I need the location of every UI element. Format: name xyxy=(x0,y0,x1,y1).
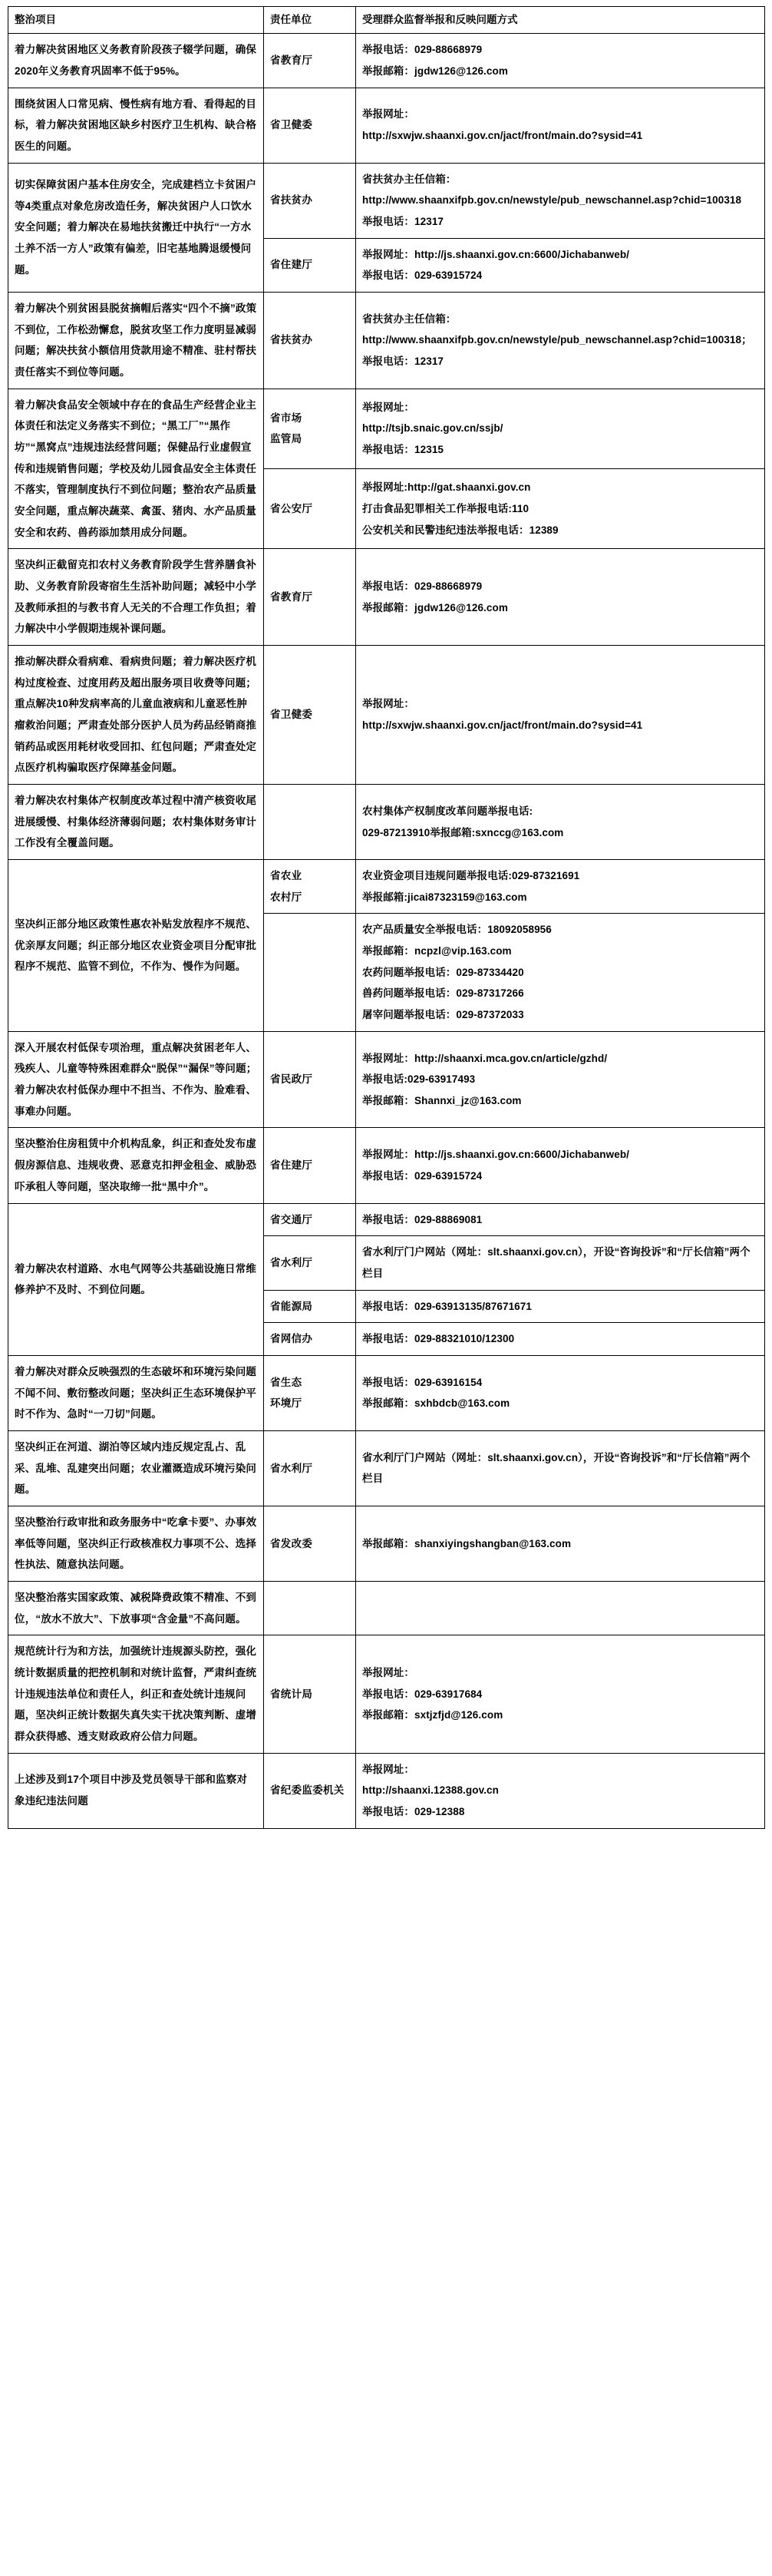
responsible-unit-cell xyxy=(264,469,356,549)
rectification-projects-table xyxy=(8,6,765,1829)
reporting-channel-cell xyxy=(356,1581,765,1635)
reporting-channel-cell xyxy=(356,1753,765,1828)
responsible-unit-cell xyxy=(264,1323,356,1356)
unit-line: 监管局 xyxy=(270,433,302,445)
contact-line: 举报网址：http://shaanxi.mca.gov.cn/article/gzhd/ xyxy=(362,1052,608,1064)
table-row xyxy=(8,646,765,785)
responsible-unit-cell xyxy=(264,1430,356,1506)
reporting-channel-cell xyxy=(356,1031,765,1128)
responsible-unit-cell xyxy=(264,163,356,238)
contact-line: 举报网址： xyxy=(362,1666,414,1678)
contact-line: 举报网址：http://js.shaanxi.gov.cn:6600/Jichabanweb/ xyxy=(362,1149,630,1161)
table-row xyxy=(8,1031,765,1128)
table-row xyxy=(8,292,765,389)
responsible-unit-cell xyxy=(264,1635,356,1753)
table-row xyxy=(8,389,765,468)
responsible-unit-cell xyxy=(264,1236,356,1290)
contact-line: 举报电话：029-63915724 xyxy=(362,1169,483,1182)
contact-line: 农村集体产权制度改革问题举报电话: xyxy=(362,805,533,817)
contact-line: 举报网址： xyxy=(362,401,414,413)
contact-line: 举报邮箱：jgdw126@126.com xyxy=(362,601,508,613)
responsible-unit-cell xyxy=(264,860,356,914)
responsible-unit-cell xyxy=(264,238,356,292)
reporting-channel-cell xyxy=(356,549,765,646)
table-row xyxy=(8,549,765,646)
reporting-channel-cell xyxy=(356,1128,765,1203)
contact-line: http://www.shaanxifpb.gov.cn/newstyle/pub_newschannel.asp?chid=100318； xyxy=(362,334,752,346)
reporting-channel-cell xyxy=(356,163,765,238)
contact-line: 举报电话：029-88668979 xyxy=(362,580,483,593)
contact-line: 省扶贫办主任信箱： xyxy=(362,312,457,325)
reporting-channel-cell xyxy=(356,292,765,389)
contact-line: 举报网址:http://gat.shaanxi.gov.cn xyxy=(362,481,531,494)
contact-line: 举报网址： xyxy=(362,698,414,710)
table-row xyxy=(8,1355,765,1430)
table-row xyxy=(8,34,765,88)
project-item-cell: 切实保障贫困户基本住房安全，完成建档立卡贫困户等4类重点对象危房改造任务，解决贫困户人口饮水安全问题；着力解决在易地扶贫搬迁中执行“一方水土养不活一方人”政策有偏差，旧宅基地腾退缓慢问题。 xyxy=(8,163,264,292)
project-item-cell: 深入开展农村低保专项治理，重点解决贫困老年人、残疾人、儿童等特殊困难群众“脱保”“漏保”等问题；着力解决农村低保办理中不担当、不作为、脸难看、事难办问题。 xyxy=(8,1031,264,1128)
contact-line: 举报电话：029-12388 xyxy=(362,1805,465,1817)
responsible-unit-cell xyxy=(264,88,356,163)
responsible-unit-cell xyxy=(264,914,356,1031)
contact-line: 举报电话：12317 xyxy=(362,355,444,368)
reporting-channel-cell xyxy=(356,785,765,860)
contact-line: 举报电话：029-63913135/87671671 xyxy=(362,1300,532,1312)
table-row xyxy=(8,1753,765,1828)
reporting-channel-cell xyxy=(356,1203,765,1236)
unit-line: 省能源局 xyxy=(270,1300,313,1312)
contact-line: 举报电话：029-63915724 xyxy=(362,270,483,282)
contact-line: 举报邮箱:jicai87323159@163.com xyxy=(362,891,527,903)
unit-line: 省民政厅 xyxy=(270,1073,313,1086)
table-body xyxy=(8,34,765,1828)
unit-line: 省卫健委 xyxy=(270,119,313,131)
reporting-channel-cell xyxy=(356,389,765,468)
unit-line: 省生态 xyxy=(270,1376,302,1388)
reporting-channel-cell xyxy=(356,1236,765,1290)
table-row xyxy=(8,1128,765,1203)
contact-line: 屠宰问题举报电话：029-87372033 xyxy=(362,1009,524,1021)
responsible-unit-cell xyxy=(264,389,356,468)
reporting-channel-cell xyxy=(356,1323,765,1356)
contact-line: 举报电话：12317 xyxy=(362,215,444,227)
project-item-cell: 坚决纠正部分地区政策性惠农补贴发放程序不规范、优亲厚友问题；纠正部分地区农业资金项目分配审批程序不规范、监管不到位，不作为、慢作为问题。 xyxy=(8,860,264,1032)
table-row xyxy=(8,88,765,163)
project-item-cell: 着力解决对群众反映强烈的生态破坏和环境污染问题不闻不问、敷衍整改问题；坚决纠正生态环境保护平时不作为、急时“一刀切”问题。 xyxy=(8,1355,264,1430)
unit-line: 农村厅 xyxy=(270,891,302,903)
unit-line: 省扶贫办 xyxy=(270,194,313,207)
responsible-unit-cell xyxy=(264,34,356,88)
unit-line: 省住建厅 xyxy=(270,259,313,271)
contact-line: 举报邮箱：Shannxi_jz@163.com xyxy=(362,1094,522,1106)
project-item-cell: 规范统计行为和方法，加强统计违规源头防控，强化统计数据质量的把控机制和对统计监督，严肃纠查统计违规违法单位和责任人，纠正和查处统计违规问题，坚决纠正统计数据失真失实干扰决策判断、虚增群众获得感、透支财政政府公信力问题。 xyxy=(8,1635,264,1753)
table-row xyxy=(8,1635,765,1753)
reporting-channel-cell xyxy=(356,1506,765,1581)
unit-line: 省交通厅 xyxy=(270,1213,313,1225)
contact-line: 举报电话：029-63917684 xyxy=(362,1688,483,1700)
reporting-channel-cell xyxy=(356,1430,765,1506)
responsible-unit-cell xyxy=(264,292,356,389)
table-row xyxy=(8,163,765,238)
project-item-cell: 坚决纠正截留克扣农村义务教育阶段学生营养膳食补助、义务教育阶段寄宿生生活补助问题；减轻中小学及教师承担的与教书育人无关的不合理工作负担；着力解决中小学假期违规补课问题。 xyxy=(8,549,264,646)
unit-line: 省扶贫办 xyxy=(270,334,313,346)
table-row xyxy=(8,1581,765,1635)
contact-line: 打击食品犯罪相关工作举报电话:110 xyxy=(362,502,530,514)
project-item-cell: 围绕贫困人口常见病、慢性病有地方看、看得起的目标，着力解决贫困地区缺乡村医疗卫生机构、缺合格医生的问题。 xyxy=(8,88,264,163)
responsible-unit-cell xyxy=(264,1203,356,1236)
project-item-cell: 着力解决贫困地区义务教育阶段孩子辍学问题，确保2020年义务教育巩固率不低于95%。 xyxy=(8,34,264,88)
unit-line: 省纪委监委机关 xyxy=(270,1784,345,1797)
unit-line: 省教育厅 xyxy=(270,55,313,67)
project-item-cell: 上述涉及到17个项目中涉及党员领导干部和监察对象违纪违法问题 xyxy=(8,1753,264,1828)
unit-line: 省统计局 xyxy=(270,1688,313,1700)
contact-line: 举报电话：029-88321010/12300 xyxy=(362,1333,515,1345)
reporting-channel-cell xyxy=(356,914,765,1031)
unit-line: 省住建厅 xyxy=(270,1159,313,1172)
responsible-unit-cell xyxy=(264,1355,356,1430)
contact-line: 兽药问题举报电话：029-87317266 xyxy=(362,987,524,1000)
contact-line: 举报电话：029-63916154 xyxy=(362,1376,483,1388)
contact-line: http://www.shaanxifpb.gov.cn/newstyle/pub_newschannel.asp?chid=100318 xyxy=(362,194,742,207)
responsible-unit-cell xyxy=(264,1290,356,1323)
contact-line: 农产品质量安全举报电话：18092058956 xyxy=(362,924,552,936)
responsible-unit-cell xyxy=(264,785,356,860)
contact-line: http://tsjb.snaic.gov.cn/ssjb/ xyxy=(362,422,503,435)
contact-line: 举报电话:029-63917493 xyxy=(362,1073,476,1086)
contact-line: http://sxwjw.shaanxi.gov.cn/jact/front/main.do?sysid=41 xyxy=(362,130,643,142)
project-item-cell: 着力解决食品安全领域中存在的食品生产经营企业主体责任和法定义务落实不到位；“黑工厂”“黑作坊”“黑窝点”违规违法经营问题；保健品行业虚假宣传和违规销售问题；学校及幼儿园食品安全主体责任不落实，管理制度执行不到位问题；整治农产品质量安全问题，重点解决蔬菜、禽蛋、猪肉、水产品质量安全和农药、兽药添加禁用成分问题。 xyxy=(8,389,264,549)
reporting-channel-cell xyxy=(356,1355,765,1430)
project-item-cell: 着力解决农村集体产权制度改革过程中清产核资收尾进展缓慢、村集体经济薄弱问题；农村集体财务审计工作没有全覆盖问题。 xyxy=(8,785,264,860)
contact-line: 举报网址：http://js.shaanxi.gov.cn:6600/Jichabanweb/ xyxy=(362,248,630,260)
responsible-unit-cell xyxy=(264,1031,356,1128)
contact-line: http://sxwjw.shaanxi.gov.cn/jact/front/main.do?sysid=41 xyxy=(362,719,643,732)
contact-line: 举报网址： xyxy=(362,1763,414,1775)
responsible-unit-cell xyxy=(264,646,356,785)
responsible-unit-cell xyxy=(264,1753,356,1828)
project-item-cell: 坚决整治行政审批和政务服务中“吃拿卡要”、办事效率低等问题，坚决纠正行政核准权力事项不公、选择性执法、随意执法问题。 xyxy=(8,1506,264,1581)
contact-line: 举报电话：029-88869081 xyxy=(362,1213,483,1225)
contact-line: 举报电话：12315 xyxy=(362,444,444,456)
unit-line: 省卫健委 xyxy=(270,709,313,721)
project-item-cell: 着力解决农村道路、水电气网等公共基础设施日常维修养护不及时、不到位问题。 xyxy=(8,1203,264,1355)
project-item-cell: 着力解决个别贫困县脱贫摘帽后落实“四个不摘”政策不到位，工作松劲懈怠，脱贫攻坚工作力度明显减弱问题；解决扶贫小额信用贷款用途不精准、驻村帮扶责任落实不到位等问题。 xyxy=(8,292,264,389)
column-header-item: 整治项目 xyxy=(8,7,264,34)
header-row xyxy=(8,7,765,34)
contact-line: 举报邮箱：ncpzl@vip.163.com xyxy=(362,945,512,957)
unit-line: 省水利厅 xyxy=(270,1257,313,1268)
contact-line: 公安机关和民警违纪违法举报电话：12389 xyxy=(362,524,559,536)
responsible-unit-cell xyxy=(264,1581,356,1635)
table-row xyxy=(8,1203,765,1236)
column-header-contact: 受理群众监督举报和反映问题方式 xyxy=(356,7,765,34)
contact-line: 省扶贫办主任信箱： xyxy=(362,173,457,185)
contact-line: 举报网址： xyxy=(362,108,414,121)
project-item-cell: 推动解决群众看病难、看病贵问题；着力解决医疗机构过度检查、过度用药及超出服务项目收费等问题；重点解决10种发病率高的儿童血液病和儿童恶性肿瘤救治问题；严肃查处部分医护人员为药品经销商推销药品或医用耗材收受回扣、红包问题；严肃查处定点医疗机构骗取医疗保障基金问题。 xyxy=(8,646,264,785)
unit-line: 省市场 xyxy=(270,412,302,424)
table-row xyxy=(8,860,765,914)
reporting-channel-cell xyxy=(356,646,765,785)
reporting-channel-cell xyxy=(356,238,765,292)
contact-line: 举报邮箱：jgdw126@126.com xyxy=(362,64,508,77)
column-header-unit: 责任单位 xyxy=(264,7,356,34)
responsible-unit-cell xyxy=(264,549,356,646)
unit-line: 省公安厅 xyxy=(270,502,313,514)
responsible-unit-cell xyxy=(264,1506,356,1581)
unit-line: 省水利厅 xyxy=(270,1462,313,1474)
unit-line: 省发改委 xyxy=(270,1537,313,1549)
table-row xyxy=(8,1430,765,1506)
unit-line: 环境厅 xyxy=(270,1397,302,1410)
contact-line: 举报邮箱：sxtjzfjd@126.com xyxy=(362,1709,503,1721)
reporting-channel-cell xyxy=(356,469,765,549)
contact-line: 农业资金项目违规问题举报电话:029-87321691 xyxy=(362,870,580,882)
project-item-cell: 坚决纠正在河道、湖泊等区域内违反规定乱占、乱采、乱堆、乱建突出问题；农业灌溉造成环境污染问题。 xyxy=(8,1430,264,1506)
contact-line: 029-87213910举报邮箱:sxnccg@163.com xyxy=(362,826,564,838)
contact-line: 农药问题举报电话：029-87334420 xyxy=(362,966,524,978)
contact-line: 举报邮箱：sxhbdcb@163.com xyxy=(362,1397,510,1410)
reporting-channel-cell xyxy=(356,1290,765,1323)
contact-line: 举报邮箱：shanxiyingshangban@163.com xyxy=(362,1537,572,1549)
unit-line: 省教育厅 xyxy=(270,590,313,603)
unit-line: 省农业 xyxy=(270,870,302,882)
unit-line: 省网信办 xyxy=(270,1333,313,1345)
project-item-cell: 坚决整治住房租赁中介机构乱象，纠正和查处发布虚假房源信息、违规收费、恶意克扣押金租金、威胁恐吓承租人等问题，坚决取缔一批“黑中介”。 xyxy=(8,1128,264,1203)
reporting-channel-cell xyxy=(356,1635,765,1753)
table-row xyxy=(8,785,765,860)
reporting-channel-cell xyxy=(356,88,765,163)
responsible-unit-cell xyxy=(264,1128,356,1203)
contact-line: 举报电话：029-88668979 xyxy=(362,44,483,56)
reporting-channel-cell xyxy=(356,860,765,914)
reporting-channel-cell xyxy=(356,34,765,88)
project-item-cell: 坚决整治落实国家政策、减税降费政策不精准、不到位，“放水不放大”、下放事项“含金量”不高问题。 xyxy=(8,1581,264,1635)
contact-line: http://shaanxi.12388.gov.cn xyxy=(362,1784,500,1797)
contact-line: 省水利厅门户网站（网址：slt.shaanxi.gov.cn），开设“咨询投诉”和“厅长信箱”两个栏目 xyxy=(362,1246,751,1279)
table-header xyxy=(8,7,765,34)
table-row xyxy=(8,1506,765,1581)
contact-line: 省水利厅门户网站（网址：slt.shaanxi.gov.cn），开设“咨询投诉”和“厅长信箱”两个栏目 xyxy=(362,1451,751,1485)
